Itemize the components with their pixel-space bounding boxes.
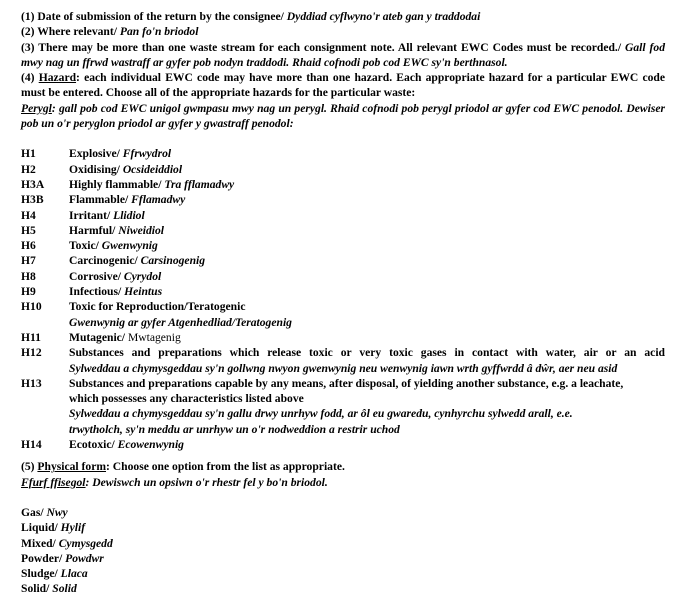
hazard-welsh: Tra fflamadwy [164, 177, 235, 191]
hazard-desc [69, 162, 665, 177]
hazard-code: H3A [21, 177, 45, 191]
form-welsh: Hylif [60, 521, 86, 535]
hazard-desc [69, 284, 665, 299]
note-3 [21, 40, 665, 71]
hazard-list [21, 146, 665, 452]
note-5-welsh-text: : Dewiswch un opsiwn o'r rhestr fel y bo'n briodol. [85, 475, 328, 489]
hazard-desc [69, 208, 665, 223]
form-item [21, 505, 665, 520]
form-welsh: Cymysgedd [58, 536, 113, 550]
form-welsh: Powdwr [65, 551, 104, 565]
note-3-english: (3) There may be more than one waste stream for each consignment note. All relevant EWC Codes must be recorded./ [21, 40, 625, 54]
hazard-desc [69, 177, 665, 192]
hazard-code: H4 [21, 208, 36, 222]
hazard-english: Oxidising/ [69, 162, 123, 176]
hazard-desc [69, 253, 665, 268]
note-4-label: Hazard [38, 71, 77, 85]
hazard-welsh-cont: trwytholch, sy'n meddu ar unrhyw un o'r nodweddion a restrir uchod [69, 422, 400, 436]
hazard-welsh: Sylweddau a chymysgeddau sy'n gallu drwy unrhyw fodd, ar ôl eu gwaredu, cynhyrchu sylwedd arall, e.e. [69, 407, 573, 421]
hazard-english: Harmful/ [69, 223, 119, 237]
hazard-english: Explosive/ [69, 147, 123, 161]
note-4-english: : each individual EWC code may have more than one hazard. Each appropriate hazard for a particular EWC code must be entered. Choose all of the appropriate hazards for the particular waste: [21, 71, 665, 100]
hazard-welsh: Mwtagenig [127, 330, 181, 344]
hazard-code-h12: H12 [21, 346, 42, 360]
hazard-code-h14: H14 [21, 438, 42, 452]
hazard-desc [69, 192, 665, 207]
spacer [21, 452, 665, 459]
form-english: Gas/ [21, 505, 47, 519]
hazard-welsh: Sylweddau a chymysgeddau sy'n gollwng nwyon gwenwynig neu wenwynig iawn wrth gyffwrdd â dŵr, aer neu asid [69, 361, 618, 375]
hazard-welsh: Llidiol [113, 208, 145, 222]
hazard-welsh: Carsinogenig [140, 254, 206, 268]
hazard-welsh: Gwenwynig [101, 239, 158, 253]
hazard-english: Infectious/ [69, 285, 125, 299]
hazard-welsh: Gwenwynig ar gyfer Atgenhedliad/Teratogenig [69, 315, 292, 329]
hazard-code-h11: H11 [21, 330, 41, 344]
note-5-label: Physical form [37, 460, 107, 474]
note-1-welsh: Dyddiad cyflwyno'r ateb gan y traddodai [286, 10, 481, 23]
hazard-desc [69, 146, 665, 161]
hazard-welsh: Niweidiol [118, 223, 165, 237]
hazard-english: Ecotoxic/ [69, 438, 118, 452]
hazard-code-h10: H10 [21, 300, 42, 314]
hazard-english: Carcinogenic/ [69, 254, 141, 268]
hazard-desc [69, 223, 665, 238]
hazard-code: H1 [21, 147, 36, 161]
note-5-welsh [21, 475, 665, 490]
hazard-code: H9 [21, 285, 36, 299]
note-2-welsh: Pan fo'n briodol [119, 25, 199, 39]
hazard-code: H2 [21, 162, 36, 176]
hazard-welsh: Cyrydol [123, 269, 162, 283]
hazard-code: H6 [21, 239, 36, 253]
hazard-english: Substances and preparations capable by any means, after disposal, of yielding another substance, e.g. a leachate, [69, 376, 624, 390]
hazard-welsh: Heintus [124, 285, 163, 299]
note-4 [21, 70, 665, 101]
form-welsh: Llaca [60, 567, 88, 581]
hazard-english: Highly flammable/ [69, 177, 165, 191]
hazard-english: Corrosive/ [69, 269, 124, 283]
form-item [21, 520, 665, 535]
form-item [21, 551, 665, 566]
form-item [21, 536, 665, 551]
hazard-welsh: Ocsideiddiol [122, 162, 183, 176]
note-4-welsh-text: : gall pob cod EWC unigol gwmpasu mwy nag un perygl. Rhaid cofnodi pob perygl priodol ar gyfer cod EWC penodol. Dewiser pob un o'r peryglon priodol ar gyfer y gwastraff penodol: [21, 101, 665, 131]
note-3-welsh: Gall fod mwy nag un ffrwd wastraff ar gyfer pob nodyn traddodi. Rhaid cofnodi pob cod EWC sy'n berthnasol. [21, 40, 666, 69]
hazard-english: Flammable/ [69, 193, 132, 207]
note-4-welsh [21, 101, 665, 132]
hazard-english: Toxic/ [69, 239, 102, 253]
hazard-code: H3B [21, 193, 44, 207]
form-english: Liquid/ [21, 521, 61, 535]
form-english: Solid/ [21, 582, 53, 596]
note-5 [21, 459, 665, 474]
physical-form-list [21, 505, 665, 597]
note-4-welsh-label: Perygl [21, 101, 52, 115]
note-5-welsh-label: Ffurf ffisegol [21, 475, 86, 489]
note-2-english: (2) Where relevant/ [21, 25, 120, 39]
form-welsh: Nwy [46, 505, 68, 519]
hazard-desc-h13 [69, 376, 665, 437]
form-welsh: Solid [52, 582, 77, 596]
form-english: Mixed/ [21, 536, 59, 550]
hazard-english: Mutagenic/ [69, 330, 128, 344]
note-1-english: (1) Date of submission of the return by the consignee/ [21, 10, 287, 23]
form-item [21, 581, 665, 596]
hazard-english: Irritant/ [69, 208, 114, 222]
hazard-welsh: Ecowenwynig [117, 438, 184, 452]
note-5-english: : Choose one option from the list as appropriate. [106, 460, 345, 474]
note-1 [21, 9, 665, 24]
hazard-welsh: Ffrwydrol [122, 147, 172, 161]
hazard-code-h13: H13 [21, 376, 42, 390]
hazard-desc-h12 [69, 345, 665, 376]
note-5-number: (5) [21, 460, 38, 474]
hazard-welsh: Fflamadwy [131, 193, 186, 207]
spacer [21, 131, 665, 146]
hazard-code: H5 [21, 223, 36, 237]
hazard-desc [69, 269, 665, 284]
hazard-code: H7 [21, 254, 36, 268]
hazard-desc-h14 [69, 437, 665, 452]
hazard-english: Toxic for Reproduction/Teratogenic [69, 300, 246, 314]
form-item [21, 566, 665, 581]
hazard-code: H8 [21, 269, 36, 283]
hazard-desc-h11 [69, 330, 665, 345]
hazard-desc-h10 [69, 299, 665, 330]
note-2 [21, 24, 665, 39]
hazard-english-cont: which possesses any characteristics listed above [69, 392, 304, 406]
hazard-english: Substances and preparations which release toxic or very toxic gases in contact with water, air or an acid [69, 346, 665, 360]
form-english: Sludge/ [21, 567, 61, 581]
hazard-desc [69, 238, 665, 253]
form-english: Powder/ [21, 551, 66, 565]
note-4-number: (4) [21, 71, 39, 85]
spacer [21, 490, 665, 505]
